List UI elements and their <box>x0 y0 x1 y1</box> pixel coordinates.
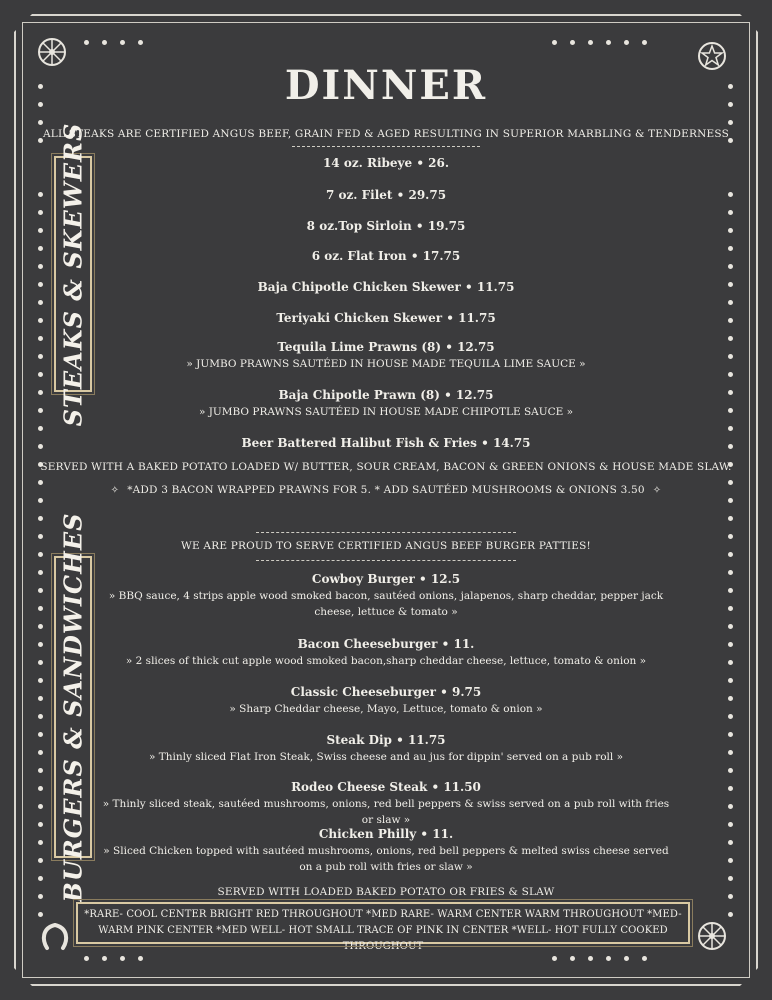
dot-ornament <box>38 714 43 719</box>
dot-ornament <box>728 822 733 827</box>
dot-ornament <box>38 840 43 845</box>
dot-ornament <box>38 606 43 611</box>
item-name: Baja Chipotle Chicken Skewer • 11.75 <box>257 280 515 294</box>
menu-item <box>96 733 676 765</box>
dot-ornament <box>38 732 43 737</box>
dot-ornament <box>728 912 733 917</box>
item-name: 6 oz. Flat Iron • 17.75 <box>311 249 461 263</box>
dot-ornament <box>38 912 43 917</box>
menu-item <box>96 311 676 325</box>
item-description: » Sharp Cheddar cheese, Mayo, Lettuce, tomato & onion » <box>229 703 543 715</box>
dot-ornament <box>728 372 733 377</box>
dot-ornament <box>38 624 43 629</box>
wagon-wheel-icon <box>696 920 728 952</box>
dot-ornament <box>38 552 43 557</box>
item-description: » Thinly sliced Flat Iron Steak, Swiss cheese and au jus for dippin' served on a pub roll » <box>149 751 623 763</box>
dot-ornament <box>606 956 611 961</box>
steaks-served-with: SERVED WITH A BAKED POTATO LOADED W/ BUTTER, SOUR CREAM, BACON & GREEN ONIONS & HOUSE MADE SLAW. <box>40 461 732 473</box>
dot-ornament <box>38 408 43 413</box>
item-name: Baja Chipotle Prawn (8) • 12.75 <box>278 388 494 402</box>
menu-item <box>96 685 676 717</box>
dot-ornament <box>728 336 733 341</box>
dot-ornament <box>728 786 733 791</box>
item-description: » 2 slices of thick cut apple wood smoked bacon,sharp cheddar cheese, lettuce, tomato & onion » <box>125 655 647 667</box>
menu-item <box>96 388 676 420</box>
item-name: Chicken Philly • 11. <box>318 827 454 841</box>
section-label-burgers-text: BURGERS & SANDWICHES <box>58 512 88 902</box>
dot-ornament <box>570 40 575 45</box>
dot-ornament <box>38 498 43 503</box>
dot-ornament <box>728 678 733 683</box>
dot-ornament <box>38 318 43 323</box>
item-name: 14 oz. Ribeye • 26. <box>322 156 450 170</box>
divider <box>292 146 480 147</box>
dot-ornament <box>38 264 43 269</box>
dot-ornament <box>38 534 43 539</box>
dot-ornament <box>38 300 43 305</box>
dot-ornament <box>38 588 43 593</box>
menu-item <box>96 340 676 372</box>
dot-ornament <box>728 858 733 863</box>
dot-ornament <box>138 956 143 961</box>
dot-ornament <box>38 696 43 701</box>
dot-ornament <box>728 192 733 197</box>
menu-item <box>96 780 676 828</box>
menu-item <box>96 572 676 620</box>
item-name: 8 oz.Top Sirloin • 19.75 <box>306 219 466 233</box>
dot-ornament <box>38 768 43 773</box>
dot-ornament <box>38 570 43 575</box>
burgers-served-with: SERVED WITH LOADED BAKED POTATO OR FRIES & SLAW <box>217 886 555 898</box>
menu-item <box>96 249 676 263</box>
dot-ornament <box>728 246 733 251</box>
dot-ornament <box>606 40 611 45</box>
page-title: DINNER <box>284 62 488 109</box>
dot-ornament <box>728 534 733 539</box>
dot-ornament <box>728 840 733 845</box>
dot-ornament <box>38 660 43 665</box>
section-label-burgers <box>54 512 92 902</box>
dot-ornament <box>120 40 125 45</box>
item-description: » Thinly sliced steak, sautéed mushrooms, onions, red bell peppers & swiss served on a pub roll with fries or slaw » <box>102 798 670 826</box>
item-description: » JUMBO PRAWNS SAUTÉED IN HOUSE MADE CHIPOTLE SAUCE » <box>198 406 574 418</box>
dot-ornament <box>552 40 557 45</box>
menu-item <box>96 188 676 202</box>
item-description: » JUMBO PRAWNS SAUTÉED IN HOUSE MADE TEQUILA LIME SAUCE » <box>186 358 586 370</box>
dot-ornament <box>38 426 43 431</box>
dot-ornament <box>728 498 733 503</box>
dot-ornament <box>138 40 143 45</box>
dot-ornament <box>38 390 43 395</box>
dot-ornament <box>38 822 43 827</box>
dot-ornament <box>38 246 43 251</box>
menu-item <box>96 637 676 669</box>
dot-ornament <box>728 426 733 431</box>
item-name: Bacon Cheeseburger • 11. <box>297 637 475 651</box>
dot-ornament <box>728 768 733 773</box>
addons-text: *ADD 3 BACON WRAPPED PRAWNS FOR 5. * ADD SAUTÉED MUSHROOMS & ONIONS 3.50 <box>127 484 645 496</box>
dot-ornament <box>38 678 43 683</box>
item-name: Classic Cheeseburger • 9.75 <box>290 685 482 699</box>
menu-item <box>96 280 676 294</box>
dot-ornament <box>38 642 43 647</box>
dot-ornament <box>642 956 647 961</box>
dot-ornament <box>38 876 43 881</box>
dot-ornament <box>38 516 43 521</box>
dot-ornament <box>38 192 43 197</box>
dot-ornament <box>38 282 43 287</box>
section-label-steaks-text: STEAKS & SKEWERS <box>58 122 88 426</box>
burgers-intro: WE ARE PROUD TO SERVE CERTIFIED ANGUS BEEF BURGER PATTIES! <box>181 540 591 552</box>
item-description: » BBQ sauce, 4 strips apple wood smoked bacon, sautéed onions, jalapenos, sharp cheddar, pepper jack cheese, lettuce & tomato » <box>108 590 664 618</box>
menu-item <box>96 827 676 875</box>
item-description: » Sliced Chicken topped with sautéed mushrooms, onions, red bell peppers & melted swiss cheese served on a pub roll with fries or slaw » <box>103 845 669 873</box>
dot-ornament <box>728 390 733 395</box>
dot-ornament <box>38 228 43 233</box>
menu-item <box>96 436 676 450</box>
dot-ornament <box>38 336 43 341</box>
dot-ornament <box>728 624 733 629</box>
dot-ornament <box>642 40 647 45</box>
dot-ornament <box>728 354 733 359</box>
dot-ornament <box>38 750 43 755</box>
dot-ornament <box>728 606 733 611</box>
dot-ornament <box>588 40 593 45</box>
dot-ornament <box>102 40 107 45</box>
dot-ornament <box>728 660 733 665</box>
item-name: Tequila Lime Prawns (8) • 12.75 <box>277 340 495 354</box>
dot-ornament <box>728 588 733 593</box>
dot-ornament <box>728 516 733 521</box>
dot-ornament <box>728 120 733 125</box>
dot-ornament <box>38 786 43 791</box>
dot-ornament <box>102 956 107 961</box>
item-name: Cowboy Burger • 12.5 <box>311 572 461 586</box>
dot-ornament <box>120 956 125 961</box>
dot-ornament <box>624 956 629 961</box>
dot-ornament <box>728 570 733 575</box>
item-name: Teriyaki Chicken Skewer • 11.75 <box>276 311 496 325</box>
section-label-steaks <box>54 122 92 426</box>
steaks-addons <box>0 484 772 496</box>
dot-ornament <box>552 956 557 961</box>
dot-ornament <box>38 120 43 125</box>
dot-ornament <box>84 40 89 45</box>
menu-item <box>96 156 676 170</box>
divider <box>256 560 516 561</box>
dot-ornament <box>38 210 43 215</box>
dot-ornament <box>38 444 43 449</box>
dot-ornament <box>84 956 89 961</box>
dot-ornament <box>728 804 733 809</box>
dot-ornament <box>728 552 733 557</box>
dot-ornament <box>588 956 593 961</box>
item-name: Beer Battered Halibut Fish & Fries • 14.75 <box>241 436 531 450</box>
dot-ornament <box>38 372 43 377</box>
item-name: 7 oz. Filet • 29.75 <box>325 188 447 202</box>
sparkle-icon: ✧ <box>110 485 120 496</box>
dot-ornament <box>624 40 629 45</box>
dot-ornament <box>728 696 733 701</box>
item-name: Rodeo Cheese Steak • 11.50 <box>291 780 481 794</box>
dot-ornament <box>728 732 733 737</box>
dot-ornament <box>728 264 733 269</box>
doneness-note: *RARE- COOL CENTER BRIGHT RED THROUGHOUT *MED RARE- WARM CENTER WARM THROUGHOUT *MED- WARM PINK CENTER *MED WELL- HOT SMALL TRACE OF PINK IN CENTER *WELL- HOT FULLY COOKED THROUGHOUT <box>76 902 690 944</box>
dot-ornament <box>38 858 43 863</box>
dot-ornament <box>728 210 733 215</box>
steaks-intro: ALL STEAKS ARE CERTIFIED ANGUS BEEF, GRAIN FED & AGED RESULTING IN SUPERIOR MARBLING & TENDERNESS <box>43 128 729 140</box>
dot-ornament <box>728 444 733 449</box>
dot-ornament <box>728 228 733 233</box>
dot-ornament <box>728 408 733 413</box>
dot-ornament <box>728 282 733 287</box>
dot-ornament <box>728 642 733 647</box>
dot-ornament <box>728 876 733 881</box>
dot-ornament <box>728 318 733 323</box>
dot-ornament <box>38 354 43 359</box>
menu-item <box>96 219 676 233</box>
item-name: Steak Dip • 11.75 <box>326 733 446 747</box>
dot-ornament <box>728 750 733 755</box>
horseshoe-icon <box>40 920 70 952</box>
dot-ornament <box>38 804 43 809</box>
divider <box>256 532 516 533</box>
dot-ornament <box>728 714 733 719</box>
dot-ornament <box>728 300 733 305</box>
dot-ornament <box>570 956 575 961</box>
sparkle-icon: ✧ <box>652 485 662 496</box>
